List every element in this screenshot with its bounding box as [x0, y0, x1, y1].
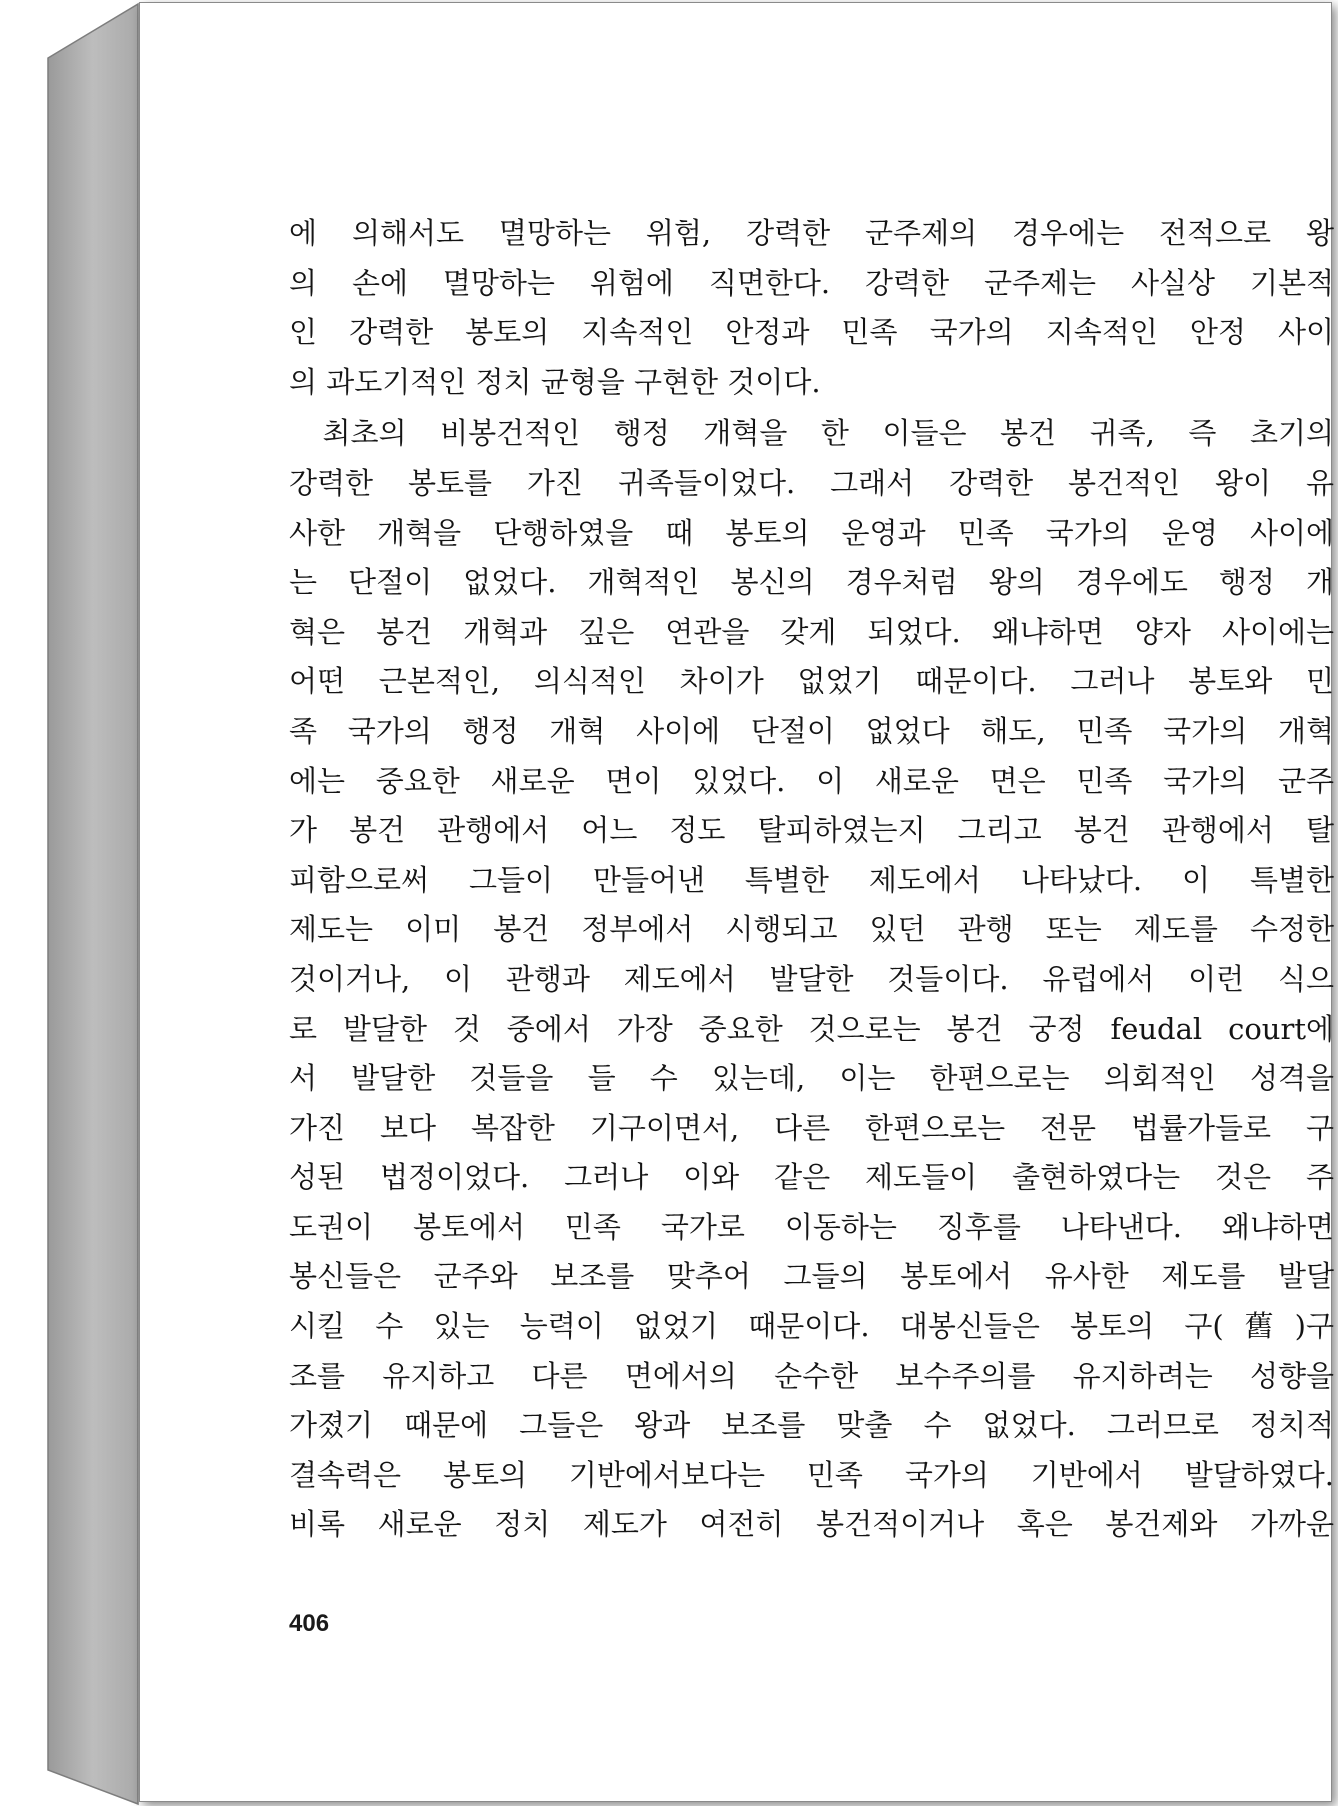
text-line: 의 손에 멸망하는 위험에 직면한다. 강력한 군주제는 사실상 기본적 [289, 265, 1334, 300]
text-line: 서 발달한 것들을 들 수 있는데, 이는 한편으로는 의회적인 성격을 [289, 1061, 1334, 1096]
text-line: 혁은 봉건 개혁과 깊은 연관을 갖게 되었다. 왜냐하면 양자 사이에는 [289, 614, 1334, 649]
text-line: 족 국가의 행정 개혁 사이에 단절이 없었다 해도, 민족 국가의 개혁 [289, 713, 1334, 748]
text-line: 성된 법정이었다. 그러나 이와 같은 제도들이 출현하였다는 것은 주 [289, 1160, 1334, 1195]
text-line: 조를 유지하고 다른 면에서의 순수한 보수주의를 유지하려는 성향을 [289, 1358, 1334, 1393]
text-line: 의 과도기적인 정치 균형을 구현한 것이다. [289, 364, 821, 399]
text-line: 어떤 근본적인, 의식적인 차이가 없었기 때문이다. 그러나 봉토와 민 [289, 664, 1334, 699]
text-line: 시킬 수 있는 능력이 없었기 때문이다. 대봉신들은 봉토의 구(舊)구 [289, 1309, 1334, 1344]
text-line: 강력한 봉토를 가진 귀족들이었다. 그래서 강력한 봉건적인 왕이 유 [289, 465, 1334, 500]
body-text [289, 209, 1334, 1550]
text-line: 사한 개혁을 단행하였을 때 봉토의 운영과 민족 국가의 운영 사이에 [289, 515, 1334, 550]
book-spine-shape [0, 0, 150, 1806]
text-line: 결속력은 봉토의 기반에서보다는 민족 국가의 기반에서 발달하였다. [289, 1457, 1334, 1492]
page-sheet [139, 2, 1332, 1802]
text-line: 비록 새로운 정치 제도가 여전히 봉건적이거나 혹은 봉건제와 가까운 [289, 1507, 1334, 1542]
text-line: 로 발달한 것 중에서 가장 중요한 것으로는 봉건 궁정 feudal court에 [289, 1011, 1334, 1046]
text-line: 최초의 비봉건적인 행정 개혁을 한 이들은 봉건 귀족, 즉 초기의 [289, 416, 1334, 451]
text-line: 는 단절이 없었다. 개혁적인 봉신의 경우처럼 왕의 경우에도 행정 개 [289, 565, 1334, 600]
text-line: 봉신들은 군주와 보조를 맞추어 그들의 봉토에서 유사한 제도를 발달 [289, 1259, 1334, 1294]
text-line: 에는 중요한 새로운 면이 있었다. 이 새로운 면은 민족 국가의 군주 [289, 763, 1334, 798]
paragraph [289, 209, 1334, 407]
book-spine [0, 0, 150, 1806]
text-line: 가진 보다 복잡한 기구이면서, 다른 한편으로는 전문 법률가들로 구 [289, 1110, 1334, 1145]
text-line: 피함으로써 그들이 만들어낸 특별한 제도에서 나타났다. 이 특별한 [289, 862, 1334, 897]
text-line: 가졌기 때문에 그들은 왕과 보조를 맞출 수 없었다. 그러므로 정치적 [289, 1408, 1334, 1443]
text-line: 제도는 이미 봉건 정부에서 시행되고 있던 관행 또는 제도를 수정한 [289, 912, 1334, 947]
text-line: 에 의해서도 멸망하는 위험, 강력한 군주제의 경우에는 전적으로 왕 [289, 216, 1334, 250]
paragraph [289, 409, 1334, 1550]
text-line: 인 강력한 봉토의 지속적인 안정과 민족 국가의 지속적인 안정 사이 [289, 315, 1334, 350]
text-line: 도권이 봉토에서 민족 국가로 이동하는 징후를 나타낸다. 왜냐하면 [289, 1209, 1334, 1244]
page-number: 406 [289, 1610, 330, 1637]
text-line: 가 봉건 관행에서 어느 정도 탈피하였는지 그리고 봉건 관행에서 탈 [289, 813, 1334, 848]
text-line: 것이거나, 이 관행과 제도에서 발달한 것들이다. 유럽에서 이런 식으 [289, 961, 1334, 996]
